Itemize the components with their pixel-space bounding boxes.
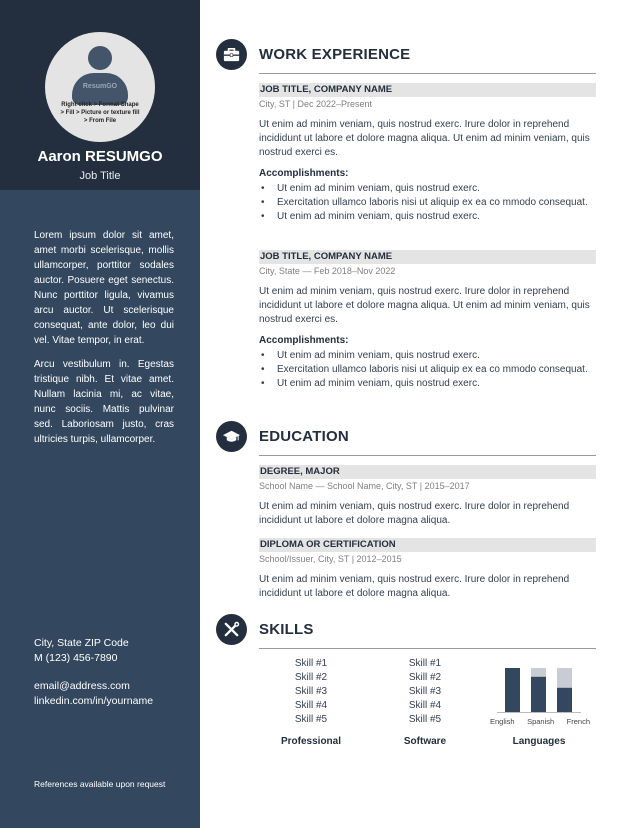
languages-labels xyxy=(490,717,590,726)
accomplishments-title: Accomplishments: xyxy=(259,168,349,179)
software-skills-list xyxy=(380,657,470,727)
language-label: Spanish xyxy=(527,717,555,726)
sidebar xyxy=(0,0,200,828)
photo-brand-text: ResumGO xyxy=(82,83,118,90)
briefcase-icon xyxy=(216,39,247,70)
skill-category-languages: Languages xyxy=(512,736,566,747)
skill-item: Skill #4 xyxy=(294,700,328,711)
work-experience-header xyxy=(216,39,596,73)
accomplishment-item: • Ut enim ad minim veniam, quis nostrud exerc. xyxy=(259,349,591,363)
work-entry-meta: City, ST | Dec 2022–Present xyxy=(259,99,373,109)
education-entry-heading: DEGREE, MAJOR xyxy=(259,465,596,479)
accomplishments-list xyxy=(259,182,591,224)
contact-email[interactable]: email@address.com xyxy=(34,680,130,692)
accomplishments-list xyxy=(259,349,591,391)
accomplishments-title: Accomplishments: xyxy=(259,335,349,346)
accomplishment-item: • Ut enim ad minim veniam, quis nostrud exerc. xyxy=(259,377,591,391)
accomplishment-item: • Ut enim ad minim veniam, quis nostrud exerc. xyxy=(259,210,591,224)
skill-category-professional: Professional xyxy=(280,736,342,747)
section-divider xyxy=(259,455,596,456)
about-paragraph: Lorem ipsum dolor sit amet, amet morbi scelerisque, mollis ullamcorper, porttitor sodales auctor. Posuere eget senectus. Nunc porttitor ligula, vivamus arcu auctor. Ut scelerisque consequat, ante dolor, leo dui vel. Vitae tempor, in erat. xyxy=(34,230,174,346)
accomplishment-item: • Ut enim ad minim veniam, quis nostrud exerc. xyxy=(259,182,591,196)
skill-category-software: Software xyxy=(403,736,447,747)
accomplishment-item: • Exercitation ullamco laboris nisi ut aliquip ex ea co mmodo consequat. xyxy=(259,363,591,377)
work-entry-meta: City, State — Feb 2018–Nov 2022 xyxy=(259,266,396,276)
photo-hint-text: Right-click > Format Shape > Fill > Picture or texture fill > From File xyxy=(60,102,140,124)
skill-item: Skill #3 xyxy=(294,686,328,697)
section-title-skills: SKILLS xyxy=(259,621,314,638)
education-entry-description: Ut enim ad minim veniam, quis nostrud exerc. Irure dolor in reprehend incididunt ut labore et dolore magna aliqua. xyxy=(259,501,570,526)
work-entry-description: Ut enim ad minim veniam, quis nostrud exerc. Irure dolor in reprehend incididunt ut labore et dolore magna aliqua. Ut enim ad minim veniam, quis nostrud exerci es. xyxy=(259,286,590,325)
profile-photo-placeholder[interactable] xyxy=(45,32,155,142)
contact-linkedin[interactable]: linkedin.com/in/yourname xyxy=(34,695,154,707)
work-entry-heading: JOB TITLE, COMPANY NAME xyxy=(259,250,596,264)
skill-item: Skill #2 xyxy=(408,672,442,683)
education-entry-heading: DIPLOMA OR CERTIFICATION xyxy=(259,538,596,552)
contact-info xyxy=(34,636,184,709)
skill-item: Skill #5 xyxy=(294,714,328,725)
references-note: References available upon request xyxy=(34,779,166,789)
education-header xyxy=(216,421,596,455)
language-label: English xyxy=(490,717,515,726)
education-entry-meta: School/Issuer, City, ST | 2012–2015 xyxy=(259,554,402,564)
contact-phone: M (123) 456-7890 xyxy=(34,652,118,664)
work-entry-heading: JOB TITLE, COMPANY NAME xyxy=(259,83,596,97)
skill-item: Skill #4 xyxy=(408,700,442,711)
candidate-name: Aaron RESUMGO xyxy=(37,148,163,165)
skill-item: Skill #1 xyxy=(408,658,442,669)
skills-header xyxy=(216,614,596,648)
skill-item: Skill #2 xyxy=(294,672,328,683)
education-entry-meta: School Name — School Name, City, ST | 2015–2017 xyxy=(259,481,470,491)
tools-icon xyxy=(216,614,247,645)
language-bar-spanish xyxy=(531,677,546,712)
language-bar-english xyxy=(505,668,520,712)
skill-item: Skill #3 xyxy=(408,686,442,697)
skill-item: Skill #1 xyxy=(294,658,328,669)
section-divider xyxy=(259,73,596,74)
education-entry-description: Ut enim ad minim veniam, quis nostrud exerc. Irure dolor in reprehend incididunt ut labore et dolore magna aliqua. xyxy=(259,574,570,599)
accomplishment-item: • Exercitation ullamco laboris nisi ut aliquip ex ea co mmodo consequat. xyxy=(259,196,591,210)
avatar-head-icon xyxy=(88,46,112,70)
work-entry-description: Ut enim ad minim veniam, quis nostrud exerc. Irure dolor in reprehend incididunt ut labore et dolore magna aliqua. Ut enim ad minim veniam, quis nostrud exerci es. xyxy=(259,119,590,158)
skill-item: Skill #5 xyxy=(408,714,442,725)
section-title-education: EDUCATION xyxy=(259,428,349,445)
language-bar-french xyxy=(557,688,572,712)
professional-skills-list xyxy=(266,657,356,727)
section-divider xyxy=(259,648,596,649)
languages-bar-chart xyxy=(497,664,581,722)
language-label: French xyxy=(566,717,590,726)
graduation-cap-icon xyxy=(216,421,247,452)
section-title-work: WORK EXPERIENCE xyxy=(259,46,411,63)
contact-address: City, State ZIP Code xyxy=(34,637,129,649)
about-paragraph: Arcu vestibulum in. Egestas tristique nibh. Et vitae amet. Nullam lacinia mi, ac vitae, nunc sociis. Mattis pulvinar sed. Laboriosam justo, cras ultricies turpis, ullamcorper. xyxy=(34,359,174,445)
about-summary xyxy=(34,228,174,447)
candidate-job-title: Job Title xyxy=(79,170,121,182)
